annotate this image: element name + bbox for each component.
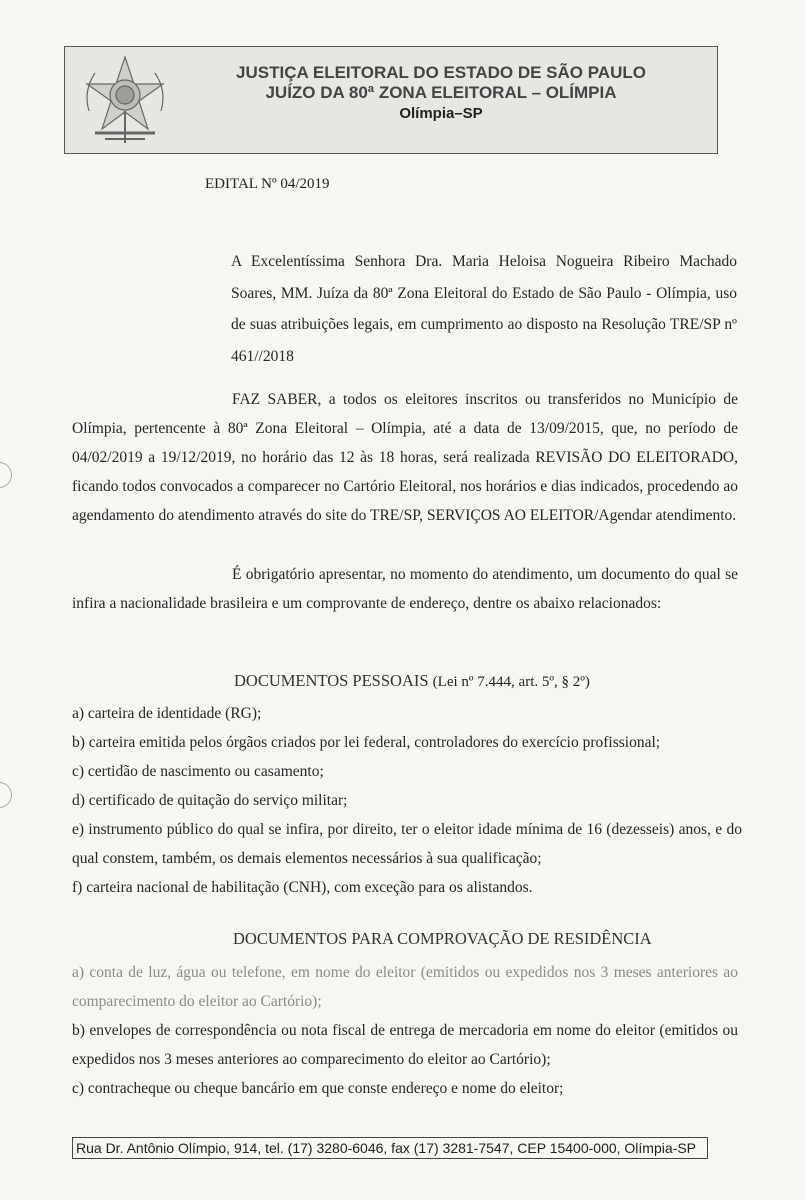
- list-item: c) contracheque ou cheque bancário em que conste endereço e nome do eleitor;: [72, 1080, 564, 1097]
- list-item: b) carteira emitida pelos órgãos criados por lei federal, controladores do exercício profissional;: [72, 734, 661, 751]
- punch-hole: [0, 462, 12, 488]
- list-item: f) carteira nacional de habilitação (CNH), com exceção para os alistandos.: [72, 879, 533, 896]
- list-item: c) certidão de nascimento ou casamento;: [72, 763, 324, 780]
- brazil-coat-of-arms-icon: [75, 51, 175, 149]
- law-citation: (Lei nº 7.444, art. 5º, § 2º): [432, 674, 590, 690]
- zone-name: JUÍZO DA 80ª ZONA ELEITORAL – OLÍMPIA: [265, 83, 617, 102]
- document-title: EDITAL Nº 04/2019: [205, 176, 330, 192]
- list-item: a) carteira de identidade (RG);: [72, 705, 262, 722]
- requirements-paragraph: É obrigatório apresentar, no momento do atendimento, um documento do qual se infira a nacionalidade brasileira e um comprovante de endereço, dentre os abaixo relacionados:: [72, 566, 738, 612]
- list-item: b) envelopes de correspondência ou nota fiscal de entrega de mercadoria em nome do eleitor (emitidos ou expedidos nos 3 meses anteriores ao comparecimento do eleitor ao Cartório);: [72, 1022, 738, 1068]
- list-item: e) instrumento público do qual se infira, por direito, ter o eleitor idade mínima de 16 (dezesseis) anos, e do qual constem, também, os demais elementos necessários à sua qualificação;: [72, 821, 742, 867]
- list-item: d) certificado de quitação do serviço militar;: [72, 792, 348, 809]
- court-name: JUSTIÇA ELEITORAL DO ESTADO DE SÃO PAULO: [236, 63, 646, 82]
- list-item: a) conta de luz, água ou telefone, em nome do eleitor (emitidos ou expedidos nos 3 meses anteriores ao comparecimento do eleitor ao Cartório);: [72, 964, 738, 1010]
- section-residence-documents-heading: DOCUMENTOS PARA COMPROVAÇÃO DE RESIDÊNCIA: [233, 929, 652, 948]
- announcement-paragraph: FAZ SABER, a todos os eleitores inscritos ou transferidos no Município de Olímpia, pertencente à 80ª Zona Eleitoral – Olímpia, até a data de 13/09/2015, que, no período de 04/02/2019 a 19/12/2019, no horário das 12 às 18 horas, será realizada REVISÃO DO ELEITORADO, ficando todos convocados a comparecer no Cartório Eleitoral, nos horários e dias indicados, procedendo ao agendamento do atendimento através do site do TRE/SP, SERVIÇOS AO ELEITOR/Agendar atendimento.: [72, 391, 738, 524]
- residence-documents-list: [72, 958, 738, 1103]
- punch-hole: [0, 782, 12, 808]
- section-personal-documents-heading: [234, 671, 590, 691]
- preamble-paragraph: A Excelentíssima Senhora Dra. Maria Heloisa Nogueira Ribeiro Machado Soares, MM. Juíza da 80ª Zona Eleitoral do Estado de São Paulo - Olímpia, uso de suas atribuições legais, em cumprimento ao disposto na Resolução TRE/SP nº 461//2018: [231, 253, 737, 365]
- footer-address: Rua Dr. Antônio Olímpio, 914, tel. (17) 3280-6046, fax (17) 3281-7547, CEP 15400-000, Olímpia-SP: [72, 1137, 708, 1159]
- section-title: DOCUMENTOS PESSOAIS: [234, 671, 429, 690]
- personal-documents-list: [72, 699, 742, 902]
- letterhead: [64, 46, 718, 154]
- city-name: Olímpia–SP: [399, 105, 483, 122]
